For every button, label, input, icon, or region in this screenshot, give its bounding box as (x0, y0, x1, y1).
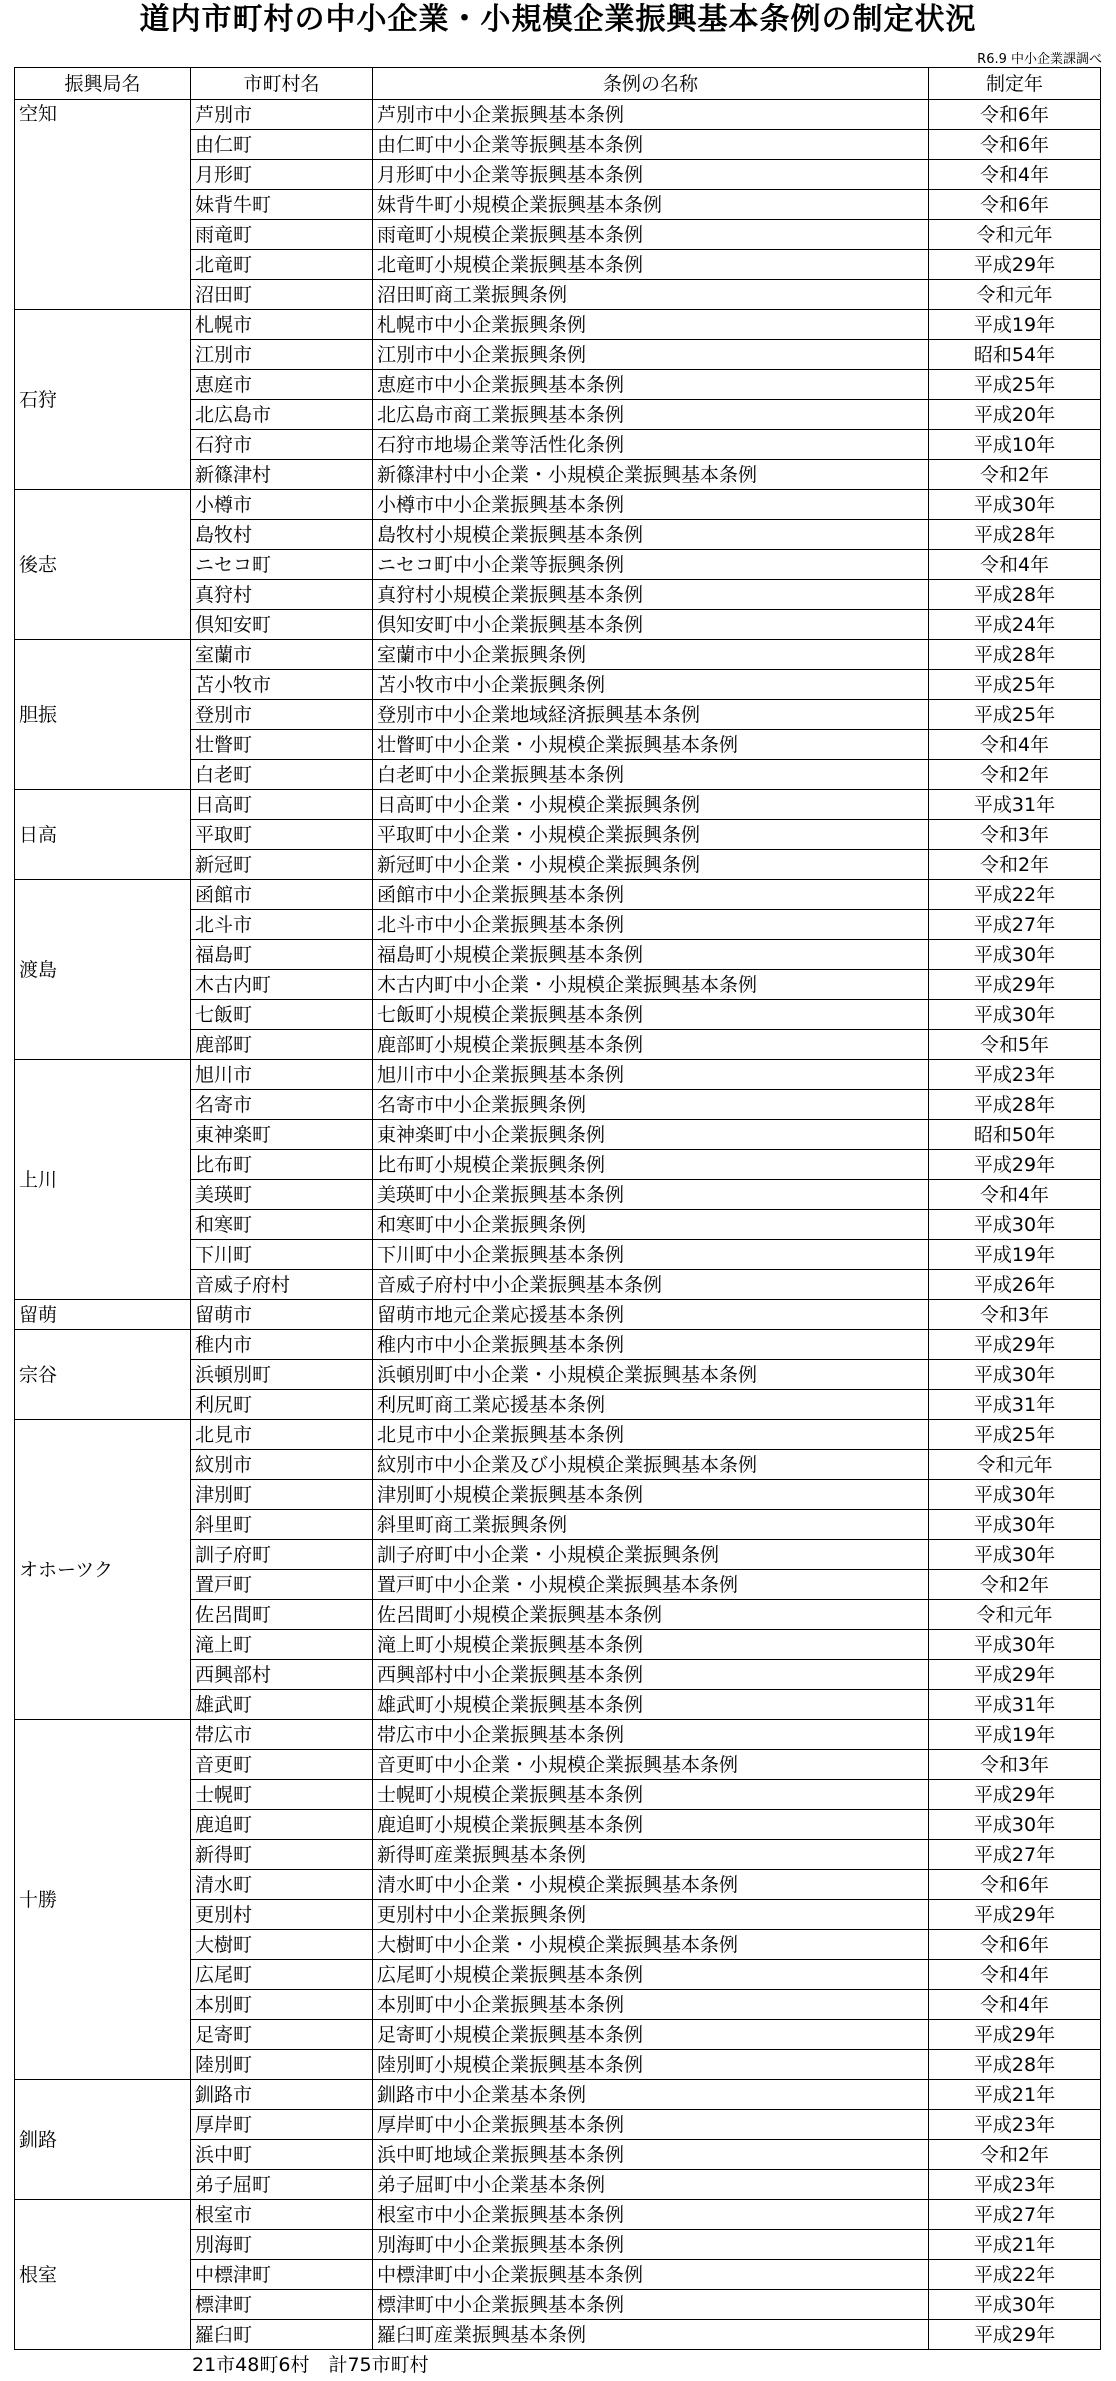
city-cell: 小樽市 (191, 490, 373, 520)
ordinance-cell: 浜頓別町中小企業・小規模企業振興基本条例 (373, 1360, 929, 1390)
region-cell: 釧路 (15, 2080, 191, 2200)
city-cell: 倶知安町 (191, 610, 373, 640)
city-cell: 留萌市 (191, 1300, 373, 1330)
city-cell: 浜中町 (191, 2140, 373, 2170)
region-cell: 渡島 (15, 880, 191, 1060)
year-cell: 令和2年 (929, 850, 1101, 880)
city-cell: 訓子府町 (191, 1540, 373, 1570)
year-cell: 平成27年 (929, 910, 1101, 940)
table-row (15, 1330, 1101, 1360)
city-cell: 広尾町 (191, 1960, 373, 1990)
table-row (15, 490, 1101, 520)
survey-note: R6.9 中小企業課調べ (977, 52, 1102, 67)
ordinance-cell: 陸別町小規模企業振興基本条例 (373, 2050, 929, 2080)
region-cell: 十勝 (15, 1720, 191, 2080)
table-row (15, 100, 1101, 130)
city-cell: 東神楽町 (191, 1120, 373, 1150)
region-cell: 石狩 (15, 310, 191, 490)
year-cell: 令和5年 (929, 1030, 1101, 1060)
ordinance-cell: 北斗市中小企業振興基本条例 (373, 910, 929, 940)
city-cell: 七飯町 (191, 1000, 373, 1030)
year-cell: 平成29年 (929, 1330, 1101, 1360)
region-cell: 上川 (15, 1060, 191, 1300)
ordinance-cell: 真狩村小規模企業振興基本条例 (373, 580, 929, 610)
city-cell: 置戸町 (191, 1570, 373, 1600)
year-cell: 平成25年 (929, 700, 1101, 730)
city-cell: 厚岸町 (191, 2110, 373, 2140)
ordinance-cell: 木古内町中小企業・小規模企業振興基本条例 (373, 970, 929, 1000)
city-cell: 紋別市 (191, 1450, 373, 1480)
year-cell: 平成30年 (929, 1510, 1101, 1540)
year-cell: 平成22年 (929, 880, 1101, 910)
ordinance-cell: ニセコ町中小企業等振興条例 (373, 550, 929, 580)
header-year: 制定年 (929, 68, 1101, 100)
ordinance-cell: 士幌町小規模企業振興基本条例 (373, 1780, 929, 1810)
city-cell: 芦別市 (191, 100, 373, 130)
table-body (15, 100, 1101, 2350)
year-cell: 平成27年 (929, 2200, 1101, 2230)
city-cell: 函館市 (191, 880, 373, 910)
region-cell: 後志 (15, 490, 191, 640)
city-cell: 西興部村 (191, 1660, 373, 1690)
year-cell: 平成30年 (929, 1630, 1101, 1660)
city-cell: 下川町 (191, 1240, 373, 1270)
city-cell: 福島町 (191, 940, 373, 970)
ordinance-cell: 厚岸町中小企業振興基本条例 (373, 2110, 929, 2140)
city-cell: 陸別町 (191, 2050, 373, 2080)
year-cell: 平成28年 (929, 640, 1101, 670)
ordinance-cell: 帯広市中小企業振興基本条例 (373, 1720, 929, 1750)
city-cell: 北斗市 (191, 910, 373, 940)
year-cell: 平成28年 (929, 580, 1101, 610)
ordinance-cell: 北広島市商工業振興基本条例 (373, 400, 929, 430)
ordinance-cell: 小樽市中小企業振興基本条例 (373, 490, 929, 520)
ordinance-cell: 島牧村小規模企業振興基本条例 (373, 520, 929, 550)
ordinance-cell: 名寄市中小企業振興条例 (373, 1090, 929, 1120)
city-cell: 帯広市 (191, 1720, 373, 1750)
year-cell: 昭和54年 (929, 340, 1101, 370)
year-cell: 平成29年 (929, 1900, 1101, 1930)
year-cell: 令和2年 (929, 760, 1101, 790)
ordinance-cell: 鹿追町小規模企業振興基本条例 (373, 1810, 929, 1840)
ordinance-table (14, 67, 1101, 2350)
ordinance-cell: 恵庭市中小企業振興基本条例 (373, 370, 929, 400)
year-cell: 平成30年 (929, 1210, 1101, 1240)
city-cell: 美瑛町 (191, 1180, 373, 1210)
year-cell: 平成23年 (929, 2110, 1101, 2140)
year-cell: 令和6年 (929, 130, 1101, 160)
ordinance-cell: 東神楽町中小企業振興条例 (373, 1120, 929, 1150)
table-row (15, 640, 1101, 670)
year-cell: 平成30年 (929, 1540, 1101, 1570)
city-cell: 北見市 (191, 1420, 373, 1450)
year-cell: 平成25年 (929, 670, 1101, 700)
year-cell: 平成28年 (929, 520, 1101, 550)
city-cell: 斜里町 (191, 1510, 373, 1540)
year-cell: 平成21年 (929, 2080, 1101, 2110)
ordinance-cell: 羅臼町産業振興基本条例 (373, 2320, 929, 2350)
ordinance-cell: 足寄町小規模企業振興基本条例 (373, 2020, 929, 2050)
year-cell: 平成30年 (929, 1480, 1101, 1510)
city-cell: 新冠町 (191, 850, 373, 880)
ordinance-cell: 壮瞥町中小企業・小規模企業振興基本条例 (373, 730, 929, 760)
year-cell: 平成22年 (929, 2260, 1101, 2290)
year-cell: 令和2年 (929, 1570, 1101, 1600)
ordinance-cell: 比布町小規模企業振興条例 (373, 1150, 929, 1180)
year-cell: 令和3年 (929, 1750, 1101, 1780)
year-cell: 平成20年 (929, 400, 1101, 430)
city-cell: 名寄市 (191, 1090, 373, 1120)
city-cell: 佐呂間町 (191, 1600, 373, 1630)
year-cell: 平成31年 (929, 1390, 1101, 1420)
city-cell: 音威子府村 (191, 1270, 373, 1300)
city-cell: 釧路市 (191, 2080, 373, 2110)
ordinance-cell: 登別市中小企業地域経済振興基本条例 (373, 700, 929, 730)
city-cell: 利尻町 (191, 1390, 373, 1420)
ordinance-cell: 雄武町小規模企業振興基本条例 (373, 1690, 929, 1720)
city-cell: 大樹町 (191, 1930, 373, 1960)
total-summary: 21市48町6村 計75市町村 (192, 2354, 429, 2376)
city-cell: 比布町 (191, 1150, 373, 1180)
city-cell: 木古内町 (191, 970, 373, 1000)
year-cell: 平成25年 (929, 370, 1101, 400)
ordinance-cell: 下川町中小企業振興基本条例 (373, 1240, 929, 1270)
year-cell: 平成30年 (929, 940, 1101, 970)
city-cell: 雄武町 (191, 1690, 373, 1720)
ordinance-cell: 斜里町商工業振興条例 (373, 1510, 929, 1540)
ordinance-cell: 白老町中小企業振興基本条例 (373, 760, 929, 790)
year-cell: 令和4年 (929, 730, 1101, 760)
year-cell: 平成29年 (929, 1780, 1101, 1810)
year-cell: 平成30年 (929, 1000, 1101, 1030)
year-cell: 平成19年 (929, 1720, 1101, 1750)
ordinance-cell: 根室市中小企業振興基本条例 (373, 2200, 929, 2230)
ordinance-cell: 札幌市中小企業振興条例 (373, 310, 929, 340)
year-cell: 令和元年 (929, 220, 1101, 250)
city-cell: 雨竜町 (191, 220, 373, 250)
region-cell: オホーツク (15, 1420, 191, 1720)
ordinance-cell: 紋別市中小企業及び小規模企業振興基本条例 (373, 1450, 929, 1480)
ordinance-cell: 別海町中小企業振興基本条例 (373, 2230, 929, 2260)
city-cell: 苫小牧市 (191, 670, 373, 700)
year-cell: 令和4年 (929, 1960, 1101, 1990)
table-row (15, 1060, 1101, 1090)
city-cell: 中標津町 (191, 2260, 373, 2290)
year-cell: 令和4年 (929, 1180, 1101, 1210)
city-cell: 津別町 (191, 1480, 373, 1510)
year-cell: 平成30年 (929, 1360, 1101, 1390)
region-cell: 胆振 (15, 640, 191, 790)
ordinance-cell: 清水町中小企業・小規模企業振興基本条例 (373, 1870, 929, 1900)
city-cell: 根室市 (191, 2200, 373, 2230)
table-row (15, 310, 1101, 340)
city-cell: 音更町 (191, 1750, 373, 1780)
year-cell: 令和元年 (929, 1600, 1101, 1630)
year-cell: 平成27年 (929, 1840, 1101, 1870)
ordinance-cell: 石狩市地場企業等活性化条例 (373, 430, 929, 460)
year-cell: 令和4年 (929, 550, 1101, 580)
city-cell: 本別町 (191, 1990, 373, 2020)
city-cell: 月形町 (191, 160, 373, 190)
table-row (15, 1300, 1101, 1330)
ordinance-cell: 旭川市中小企業振興基本条例 (373, 1060, 929, 1090)
city-cell: 弟子屈町 (191, 2170, 373, 2200)
ordinance-cell: 新冠町中小企業・小規模企業振興条例 (373, 850, 929, 880)
page-title: 道内市町村の中小企業・小規模企業振興基本条例の制定状況 (139, 2, 977, 37)
header-ordinance: 条例の名称 (373, 68, 929, 100)
ordinance-cell: 津別町小規模企業振興基本条例 (373, 1480, 929, 1510)
year-cell: 平成29年 (929, 250, 1101, 280)
ordinance-cell: 訓子府町中小企業・小規模企業振興条例 (373, 1540, 929, 1570)
ordinance-cell: 佐呂間町小規模企業振興基本条例 (373, 1600, 929, 1630)
table-row (15, 880, 1101, 910)
ordinance-cell: 日高町中小企業・小規模企業振興条例 (373, 790, 929, 820)
year-cell: 平成19年 (929, 1240, 1101, 1270)
year-cell: 平成30年 (929, 1810, 1101, 1840)
city-cell: 新篠津村 (191, 460, 373, 490)
city-cell: 浜頓別町 (191, 1360, 373, 1390)
city-cell: 和寒町 (191, 1210, 373, 1240)
ordinance-cell: 苫小牧市中小企業振興条例 (373, 670, 929, 700)
ordinance-cell: 釧路市中小企業基本条例 (373, 2080, 929, 2110)
city-cell: 羅臼町 (191, 2320, 373, 2350)
city-cell: 日高町 (191, 790, 373, 820)
ordinance-cell: 更別村中小企業振興条例 (373, 1900, 929, 1930)
year-cell: 昭和50年 (929, 1120, 1101, 1150)
region-cell: 根室 (15, 2200, 191, 2350)
ordinance-cell: 浜中町地域企業振興基本条例 (373, 2140, 929, 2170)
city-cell: 真狩村 (191, 580, 373, 610)
ordinance-cell: 室蘭市中小企業振興条例 (373, 640, 929, 670)
table-row (15, 1420, 1101, 1450)
ordinance-cell: 大樹町中小企業・小規模企業振興基本条例 (373, 1930, 929, 1960)
ordinance-cell: 美瑛町中小企業振興基本条例 (373, 1180, 929, 1210)
year-cell: 平成10年 (929, 430, 1101, 460)
ordinance-cell: 倶知安町中小企業振興基本条例 (373, 610, 929, 640)
year-cell: 平成30年 (929, 2290, 1101, 2320)
ordinance-cell: 江別市中小企業振興条例 (373, 340, 929, 370)
region-cell: 宗谷 (15, 1330, 191, 1420)
table-header-row (15, 68, 1101, 100)
city-cell: 鹿部町 (191, 1030, 373, 1060)
ordinance-cell: 留萌市地元企業応援基本条例 (373, 1300, 929, 1330)
city-cell: 島牧村 (191, 520, 373, 550)
year-cell: 平成28年 (929, 1090, 1101, 1120)
city-cell: 別海町 (191, 2230, 373, 2260)
year-cell: 平成21年 (929, 2230, 1101, 2260)
region-cell: 空知 (15, 100, 191, 310)
ordinance-cell: 本別町中小企業振興基本条例 (373, 1990, 929, 2020)
city-cell: 江別市 (191, 340, 373, 370)
table-row (15, 2080, 1101, 2110)
ordinance-cell: 滝上町小規模企業振興基本条例 (373, 1630, 929, 1660)
year-cell: 平成25年 (929, 1420, 1101, 1450)
year-cell: 平成29年 (929, 1660, 1101, 1690)
city-cell: 滝上町 (191, 1630, 373, 1660)
ordinance-cell: 月形町中小企業等振興基本条例 (373, 160, 929, 190)
city-cell: 更別村 (191, 1900, 373, 1930)
city-cell: 足寄町 (191, 2020, 373, 2050)
ordinance-cell: 北見市中小企業振興基本条例 (373, 1420, 929, 1450)
ordinance-cell: 芦別市中小企業振興基本条例 (373, 100, 929, 130)
table-row (15, 790, 1101, 820)
city-cell: 北広島市 (191, 400, 373, 430)
ordinance-cell: 沼田町商工業振興条例 (373, 280, 929, 310)
year-cell: 平成23年 (929, 1060, 1101, 1090)
year-cell: 令和2年 (929, 460, 1101, 490)
city-cell: 妹背牛町 (191, 190, 373, 220)
year-cell: 令和元年 (929, 1450, 1101, 1480)
city-cell: 室蘭市 (191, 640, 373, 670)
year-cell: 平成23年 (929, 2170, 1101, 2200)
year-cell: 平成30年 (929, 490, 1101, 520)
year-cell: 平成29年 (929, 970, 1101, 1000)
ordinance-cell: 平取町中小企業・小規模企業振興条例 (373, 820, 929, 850)
ordinance-cell: 鹿部町小規模企業振興基本条例 (373, 1030, 929, 1060)
ordinance-cell: 置戸町中小企業・小規模企業振興基本条例 (373, 1570, 929, 1600)
ordinance-cell: 標津町中小企業振興基本条例 (373, 2290, 929, 2320)
ordinance-cell: 雨竜町小規模企業振興基本条例 (373, 220, 929, 250)
table-row (15, 2200, 1101, 2230)
city-cell: 石狩市 (191, 430, 373, 460)
year-cell: 令和4年 (929, 1990, 1101, 2020)
year-cell: 令和元年 (929, 280, 1101, 310)
city-cell: 新得町 (191, 1840, 373, 1870)
year-cell: 令和6年 (929, 190, 1101, 220)
city-cell: 士幌町 (191, 1780, 373, 1810)
ordinance-cell: 広尾町小規模企業振興基本条例 (373, 1960, 929, 1990)
ordinance-cell: 稚内市中小企業振興基本条例 (373, 1330, 929, 1360)
city-cell: 恵庭市 (191, 370, 373, 400)
year-cell: 平成19年 (929, 310, 1101, 340)
year-cell: 令和2年 (929, 2140, 1101, 2170)
year-cell: 令和6年 (929, 1930, 1101, 1960)
ordinance-cell: 函館市中小企業振興基本条例 (373, 880, 929, 910)
region-cell: 日高 (15, 790, 191, 880)
year-cell: 平成24年 (929, 610, 1101, 640)
city-cell: 登別市 (191, 700, 373, 730)
ordinance-cell: 北竜町小規模企業振興基本条例 (373, 250, 929, 280)
city-cell: 由仁町 (191, 130, 373, 160)
ordinance-cell: 弟子屈町中小企業基本条例 (373, 2170, 929, 2200)
ordinance-cell: 西興部村中小企業振興基本条例 (373, 1660, 929, 1690)
year-cell: 平成26年 (929, 1270, 1101, 1300)
ordinance-cell: 新篠津村中小企業・小規模企業振興基本条例 (373, 460, 929, 490)
year-cell: 平成29年 (929, 2320, 1101, 2350)
year-cell: 令和6年 (929, 1870, 1101, 1900)
city-cell: 旭川市 (191, 1060, 373, 1090)
year-cell: 令和3年 (929, 820, 1101, 850)
year-cell: 平成29年 (929, 1150, 1101, 1180)
city-cell: 清水町 (191, 1870, 373, 1900)
city-cell: 白老町 (191, 760, 373, 790)
ordinance-cell: 音更町中小企業・小規模企業振興基本条例 (373, 1750, 929, 1780)
ordinance-cell: 和寒町中小企業振興条例 (373, 1210, 929, 1240)
year-cell: 平成28年 (929, 2050, 1101, 2080)
ordinance-cell: 新得町産業振興基本条例 (373, 1840, 929, 1870)
year-cell: 令和4年 (929, 160, 1101, 190)
city-cell: 北竜町 (191, 250, 373, 280)
ordinance-cell: 音威子府村中小企業振興基本条例 (373, 1270, 929, 1300)
region-cell: 留萌 (15, 1300, 191, 1330)
city-cell: 沼田町 (191, 280, 373, 310)
ordinance-cell: 利尻町商工業応援基本条例 (373, 1390, 929, 1420)
ordinance-cell: 妹背牛町小規模企業振興基本条例 (373, 190, 929, 220)
year-cell: 平成29年 (929, 2020, 1101, 2050)
city-cell: ニセコ町 (191, 550, 373, 580)
ordinance-cell: 福島町小規模企業振興基本条例 (373, 940, 929, 970)
city-cell: 壮瞥町 (191, 730, 373, 760)
city-cell: 稚内市 (191, 1330, 373, 1360)
header-city: 市町村名 (191, 68, 373, 100)
city-cell: 鹿追町 (191, 1810, 373, 1840)
ordinance-cell: 中標津町中小企業振興基本条例 (373, 2260, 929, 2290)
year-cell: 平成31年 (929, 790, 1101, 820)
year-cell: 令和3年 (929, 1300, 1101, 1330)
ordinance-cell: 七飯町小規模企業振興基本条例 (373, 1000, 929, 1030)
ordinance-cell: 由仁町中小企業等振興基本条例 (373, 130, 929, 160)
year-cell: 平成31年 (929, 1690, 1101, 1720)
header-region: 振興局名 (15, 68, 191, 100)
year-cell: 令和6年 (929, 100, 1101, 130)
table-row (15, 1720, 1101, 1750)
city-cell: 札幌市 (191, 310, 373, 340)
city-cell: 平取町 (191, 820, 373, 850)
city-cell: 標津町 (191, 2290, 373, 2320)
